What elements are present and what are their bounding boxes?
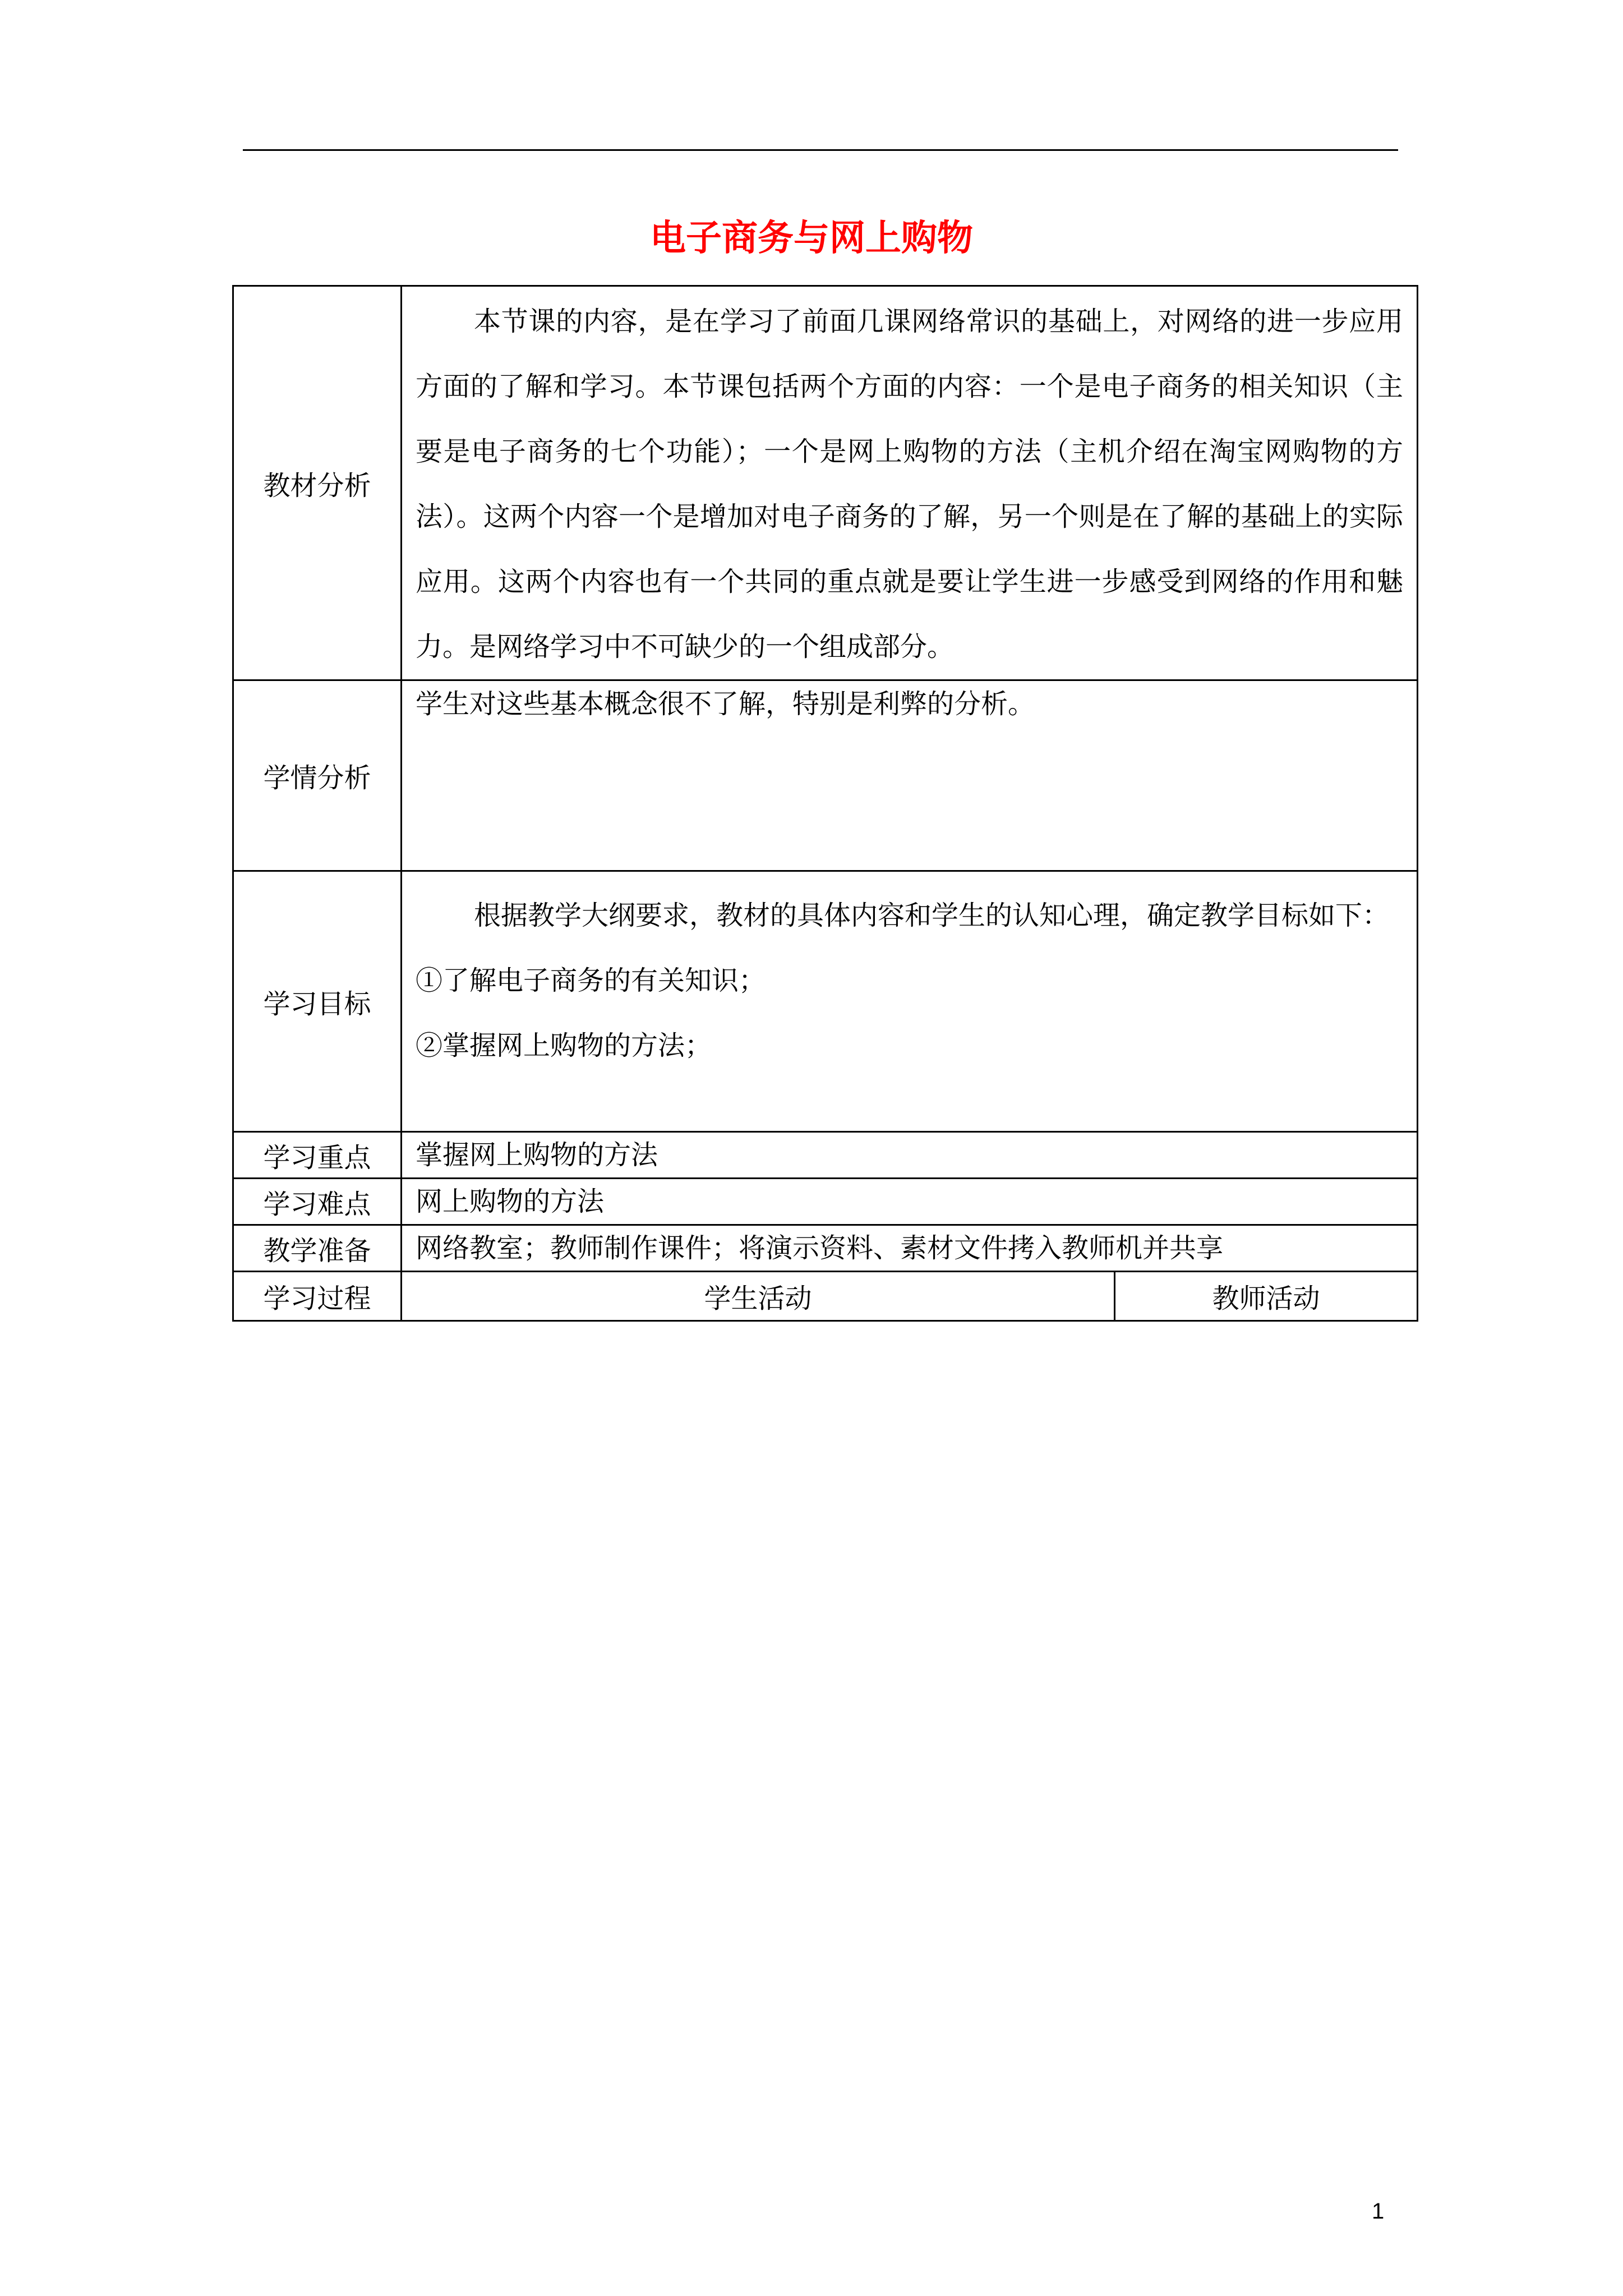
label-key-point: 学习重点 <box>233 1132 402 1179</box>
label-learning-goals: 学习目标 <box>233 871 402 1132</box>
label-material-analysis: 教材分析 <box>233 286 402 680</box>
row-material-analysis <box>233 286 1418 680</box>
label-difficulty: 学习难点 <box>233 1179 402 1225</box>
difficulty-text: 网上购物的方法 <box>402 1179 1418 1225</box>
preparation-text: 网络教室；教师制作课件；将演示资料、素材文件拷入教师机并共享 <box>402 1225 1418 1272</box>
goal-item-2: ②掌握网上购物的方法； <box>416 1030 712 1061</box>
cell-material-analysis <box>402 286 1418 680</box>
row-student-analysis <box>233 680 1418 871</box>
row-preparation <box>233 1225 1418 1272</box>
cell-learning-goals <box>402 871 1418 1132</box>
goals-intro-text: 根据教学大纲要求，教材的具体内容和学生的认知心理，确定教学目标如下： <box>474 900 1390 931</box>
key-point-text: 掌握网上购物的方法 <box>402 1132 1418 1179</box>
page-number: 1 <box>1372 2199 1385 2224</box>
cell-student-analysis <box>402 680 1418 871</box>
header-rule <box>243 149 1398 151</box>
row-learning-process <box>233 1272 1418 1321</box>
label-preparation: 教学准备 <box>233 1225 402 1272</box>
lesson-plan-table <box>232 285 1418 1322</box>
student-analysis-text: 学生对这些基本概念很不了解，特别是利弊的分析。 <box>416 688 1035 720</box>
student-activity-header: 学生活动 <box>402 1272 1115 1321</box>
material-analysis-text: 本节课的内容，是在学习了前面几课网络常识的基础上，对网络的进一步应用方面的了解和学习。本节课包括两个方面的内容：一个是电子商务的相关知识（主要是电子商务的七个功能）；一个是网上购物的方法（主机介绍在淘宝网购物的方法）。这两个内容一个是增加对电子商务的了解，另一个则是在了解的基础上的实际应用。这两个内容也有一个共同的重点就是要让学生进一步感受到网络的作用和魅力。是网络学习中不可缺少的一个组成部分。 <box>416 306 1403 662</box>
goal-item-1: ①了解电子商务的有关知识； <box>416 965 766 996</box>
label-student-analysis: 学情分析 <box>233 680 402 871</box>
document-title: 电子商务与网上购物 <box>650 217 973 259</box>
row-learning-goals <box>233 871 1418 1132</box>
row-difficulty <box>233 1179 1418 1225</box>
row-key-point <box>233 1132 1418 1179</box>
label-learning-process: 学习过程 <box>233 1272 402 1321</box>
teacher-activity-header: 教师活动 <box>1115 1272 1418 1321</box>
